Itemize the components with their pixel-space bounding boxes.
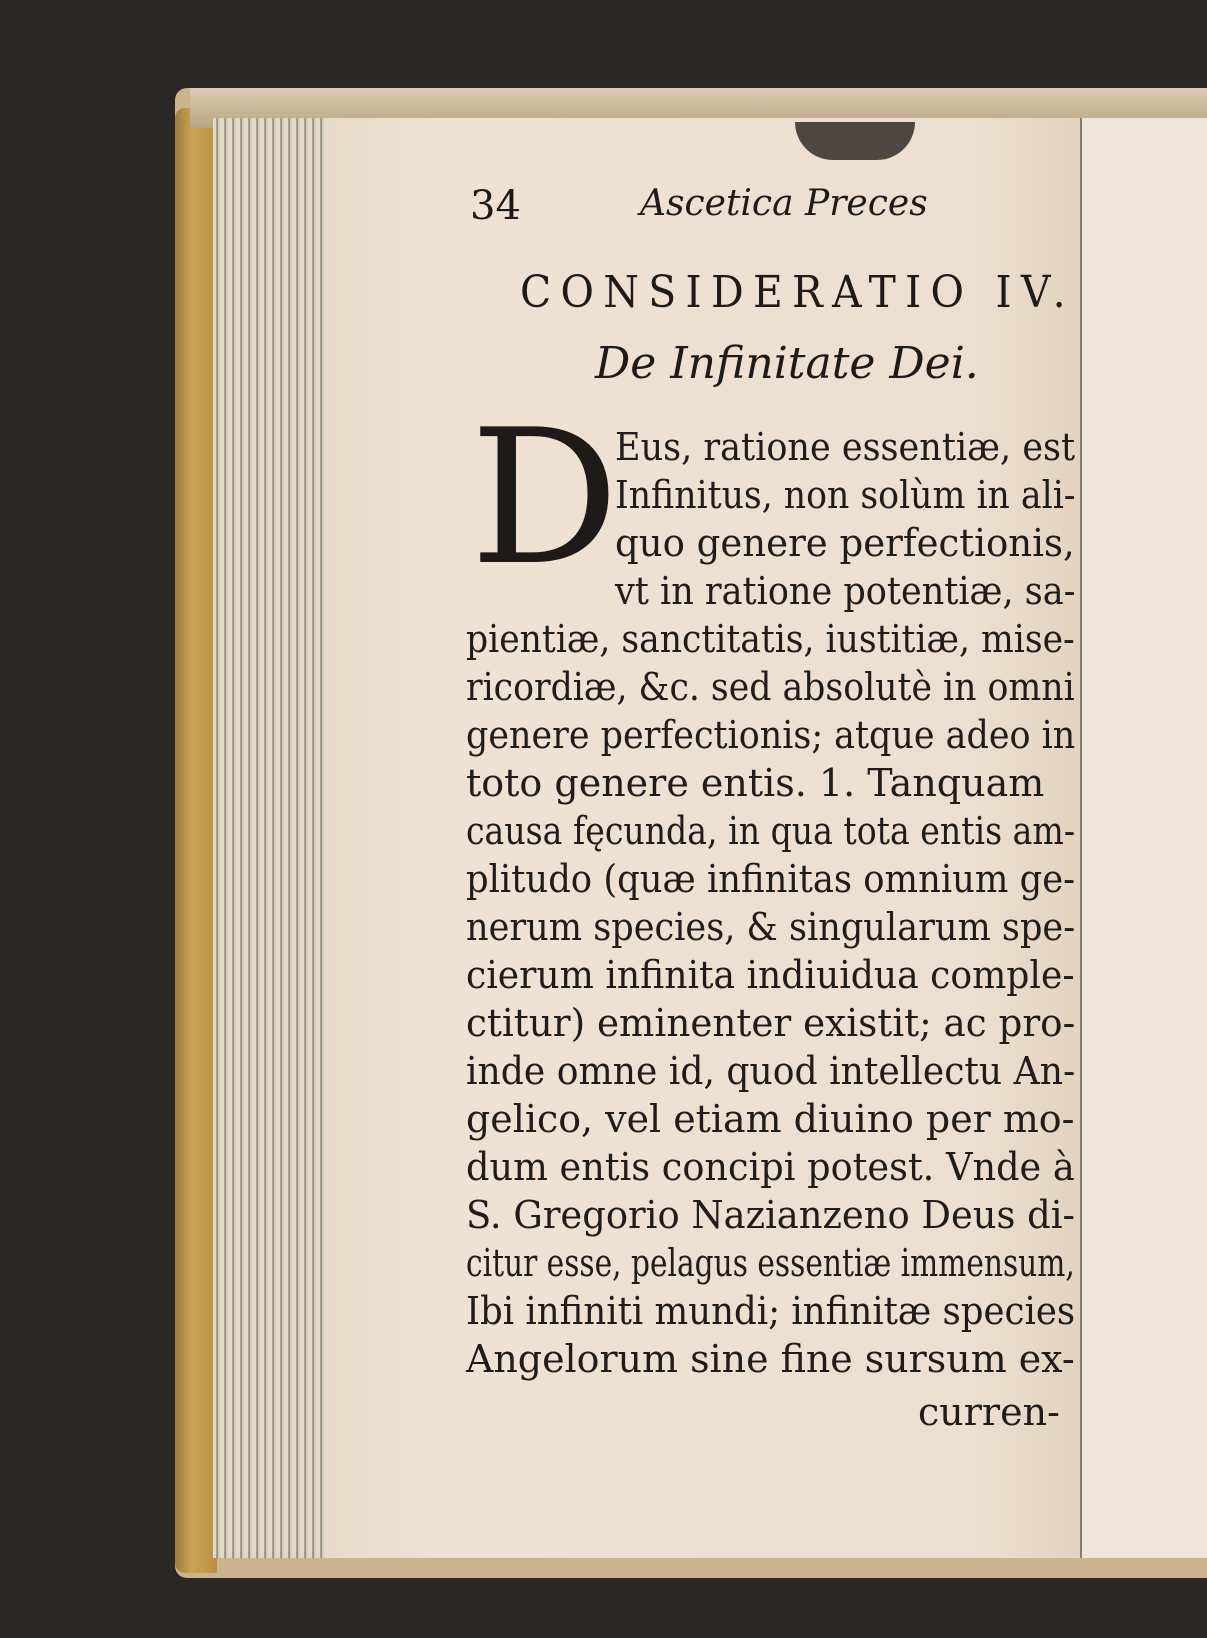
text-line: inde omne id, quod intellectu An- [466, 1049, 1076, 1093]
thumb-shadow [795, 122, 915, 160]
section-heading: CONSIDERATIO IV. [520, 267, 1075, 318]
facing-page-edge [1080, 118, 1207, 1558]
text-line: Eus, ratione essentiæ, est [615, 425, 1076, 469]
text-line: toto genere entis. 1. Tanquam [466, 761, 1045, 805]
text-line: pientiæ, sanctitatis, iustitiæ, mise- [466, 617, 1075, 661]
text-line: Ibi infiniti mundi; infinitæ species [466, 1289, 1076, 1333]
text-line: gelico, vel etiam diuino per mo- [466, 1097, 1075, 1141]
section-subheading: De Infinitate Dei. [595, 338, 979, 389]
page-stack-edges [213, 118, 333, 1558]
text-line: nerum species, & singularum spe- [466, 905, 1076, 949]
page-number: 34 [470, 183, 521, 229]
text-line: dum entis concipi potest. Vnde à [466, 1145, 1075, 1189]
running-head: Ascetica Preces [640, 183, 928, 224]
text-line: Angelorum sine fine sursum ex- [466, 1337, 1075, 1381]
catchword: curren- [918, 1390, 1060, 1434]
text-line: citur esse, pelagus essentiæ immensum, [466, 1241, 1075, 1285]
text-line: ctitur) eminenter existit; ac pro- [466, 1001, 1076, 1045]
text-line: vt in ratione potentiæ, sa- [615, 569, 1076, 613]
cover-spine-edge [175, 108, 217, 1573]
text-line: causa fęcunda, in qua tota entis am- [466, 809, 1076, 853]
drop-cap: D [470, 389, 620, 606]
text-line: quo genere perfectionis, [615, 521, 1075, 565]
text-line: ricordiæ, &c. sed absolutè in omni [466, 665, 1075, 709]
text-line: genere perfectionis; atque adeo in [466, 713, 1076, 757]
text-line: cierum infinita indiuidua comple- [466, 953, 1075, 997]
text-line: Infinitus, non solùm in ali- [615, 473, 1076, 517]
text-line: plitudo (quæ infinitas omnium ge- [466, 857, 1076, 901]
text-line: S. Gregorio Nazianzeno Deus di- [466, 1193, 1075, 1237]
